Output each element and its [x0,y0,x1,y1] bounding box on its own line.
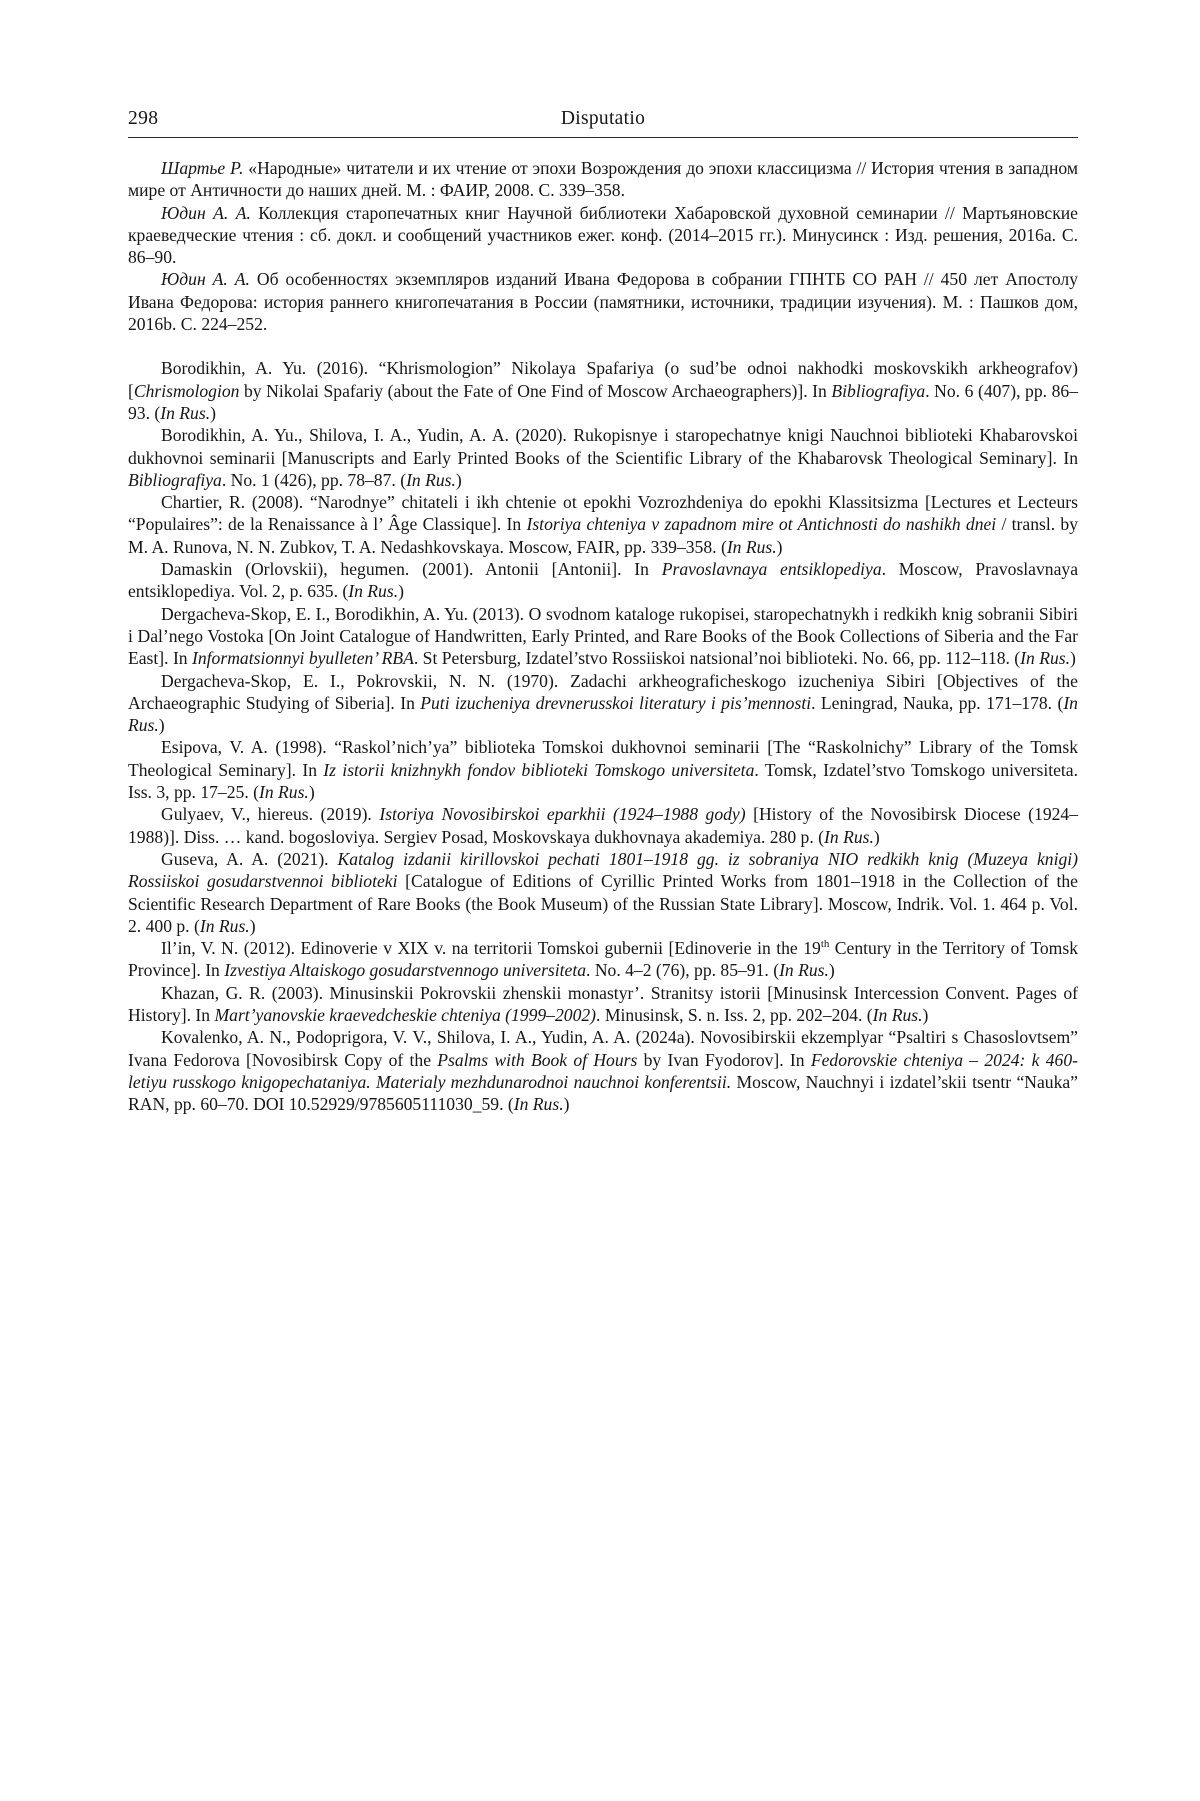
reference-entry: Guseva, A. A. (2021). Katalog izdanii kirillovskoi pechati 1801–1918 gg. iz sobraniya NIO redkikh knig (Muzeya knigi) Rossiiskoi gosudarstvennoi biblioteki [Catalogue of Editions of Cyrillic Printed Works from 1801–1918 in the Collection of the Scientific Research Department of Rare Books (the Book Museum) of the Russian State Library]. Moscow, Indrik. Vol. 1. 464 p. Vol. 2. 400 p. (In Rus.) [128,848,1079,936]
references-list-russian [128,157,1078,335]
reference-entry: Юдин А. А. Коллекция старопечатных книг Научной библиотеки Хабаровской духовной семинарии // Мартьяновские краеведческие чтения : сб. докл. и сообщений участников ежег. конф. (2014–2015 гг.). Минусинск : Изд. решения, 2016a. С. 86–90. [128,202,1078,268]
reference-entry: Damaskin (Orlovskii), hegumen. (2001). Antonii [Antonii]. In Pravoslavnaya entsiklopediya. Moscow, Pravoslavnaya entsiklopediya. Vol. 2, p. 635. (In Rus.) [128,559,1078,602]
reference-entry: Khazan, G. R. (2003). Minusinskii Pokrovskii zhenskii monastyr’. Stranitsy istorii [Minusinsk Intercession Convent. Pages of History]. In Mart’yanovskie kraevedcheskie chteniya (1999–2002). Minusinsk, S. n. Iss. 2, pp. 202–204. (In Rus.) [128,982,1078,1025]
reference-entry: Borodikhin, A. Yu., Shilova, I. A., Yudin, A. A. (2020). Rukopisnye i staropechatnye knigi Nauchnoi biblioteki Khabarovskoi dukhovnoi seminarii [Manuscripts and Early Printed Books of the Scientific Library of the Khabarovsk Theological Seminary]. In Bibliografiya. No. 1 (426), pp. 78–87. (In Rus.) [128,425,1078,490]
reference-entry: Esipova, V. A. (1998). “Raskol’nich’ya” biblioteka Tomskoi dukhovnoi seminarii [The “Raskolnichy” Library of the Tomsk Theological Seminary]. In Iz istorii knizhnykh fondov biblioteki Tomskogo universiteta. Tomsk, Izdatel’stvo Tomskogo universiteta. Iss. 3, pp. 17–25. (In Rus.) [128,737,1079,803]
reference-entry: Kovalenko, A. N., Podoprigora, V. V., Shilova, I. A., Yudin, A. A. (2024a). Novosibirskii ekzemplyar “Psaltiri s Chasoslovtsem” Ivana Fedorova [Novosibirsk Copy of the Psalms with Book of Hours by Ivan Fyodorov]. In Fedorovskie chteniya – 2024: k 460-letiyu russkogo knigopechataniya. Materialy mezhdunarodnoi nauchnoi konferentsii. Moscow, Nauchnyi i izdatel’skii tsentr “Nauka” RAN, pp. 60–70. DOI 10.52929/9785605111030_59. (In Rus.) [128,1027,1078,1115]
reference-entry: Dergacheva-Skop, E. I., Borodikhin, A. Yu. (2013). O svodnom kataloge rukopisei, staropechatnykh i redkikh knig sobranii Sibiri i Dal’nego Vostoka [On Joint Catalogue of Handwritten, Early Printed, and Rare Books of the Book Collections of Siberia and the Far East]. In Informatsionnyi byulleten’ RBA. St Petersburg, Izdatel’stvo Rossiiskoi natsional’noi biblioteki. No. 66, pp. 112–118. (In Rus.) [128,603,1078,669]
page-number: 298 [128,108,159,129]
reference-entry: Dergacheva-Skop, E. I., Pokrovskii, N. N. (1970). Zadachi arkheograficheskogo izucheniya Sibiri [Objectives of the Archaeographic Studying of Siberia]. In Puti izucheniya drevnerusskoi literatury i pis’mennosti. Leningrad, Nauka, pp. 171–178. (In Rus.) [128,670,1078,736]
reference-entry: Borodikhin, A. Yu. (2016). “Khrismologion” Nikolaya Spafariya (o sud’be odnoi nakhodki moskovskikh arkheografov) [Chrismologion by Nikolai Spafariy (about the Fate of One Find of Moscow Archaeographers)]. In Bibliografiya. No. 6 (407), pp. 86–93. (In Rus.) [128,358,1078,423]
references-list-english [128,357,1078,1115]
page-header [128,108,1078,138]
reference-entry: Il’in, V. N. (2012). Edinoverie v XIX v. na territorii Tomskoi gubernii [Edinoverie in the 19th Century in the Territory of Tomsk Province]. In Izvestiya Altaiskogo gosudarstvennogo universiteta. No. 4–2 (76), pp. 85–91. (In Rus.) [128,938,1078,981]
reference-entry: Chartier, R. (2008). “Narodnye” chitateli i ikh chtenie ot epokhi Vozrozhdeniya do epokhi Klassitsizma [Lectures et Lecteurs “Populaires”: de la Renaissance à l’ Âge Classique]. In Istoriya chteniya v zapadnom mire ot Antichnosti do nashikh dnei / transl. by M. A. Runova, N. N. Zubkov, T. A. Nedashkovskaya. Moscow, FAIR, pp. 339–358. (In Rus.) [128,492,1078,557]
reference-entry: Юдин А. А. Об особенностях экземпляров изданий Ивана Федорова в собрании ГПНТБ СО РАН // 450 лет Апостолу Ивана Федорова: история раннего книгопечатания в России (памятники, источники, традиции изучения). М. : Пашков дом, 2016b. С. 224–252. [128,269,1078,335]
running-title: Disputatio [560,108,646,129]
reference-entry: Gulyaev, V., hiereus. (2019). Istoriya Novosibirskoi eparkhii (1924–1988 gody) [History of the Novosibirsk Diocese (1924–1988)]. Diss. … kand. bogosloviya. Sergiev Posad, Moskovskaya dukhovnaya akademiya. 280 p. (In Rus.) [128,804,1079,847]
reference-entry: Шартье Р. «Народные» читатели и их чтение от эпохи Возрождения до эпохи классицизма // История чтения в западном мире от Античности до наших дней. М. : ФАИР, 2008. С. 339–358. [128,158,1078,201]
